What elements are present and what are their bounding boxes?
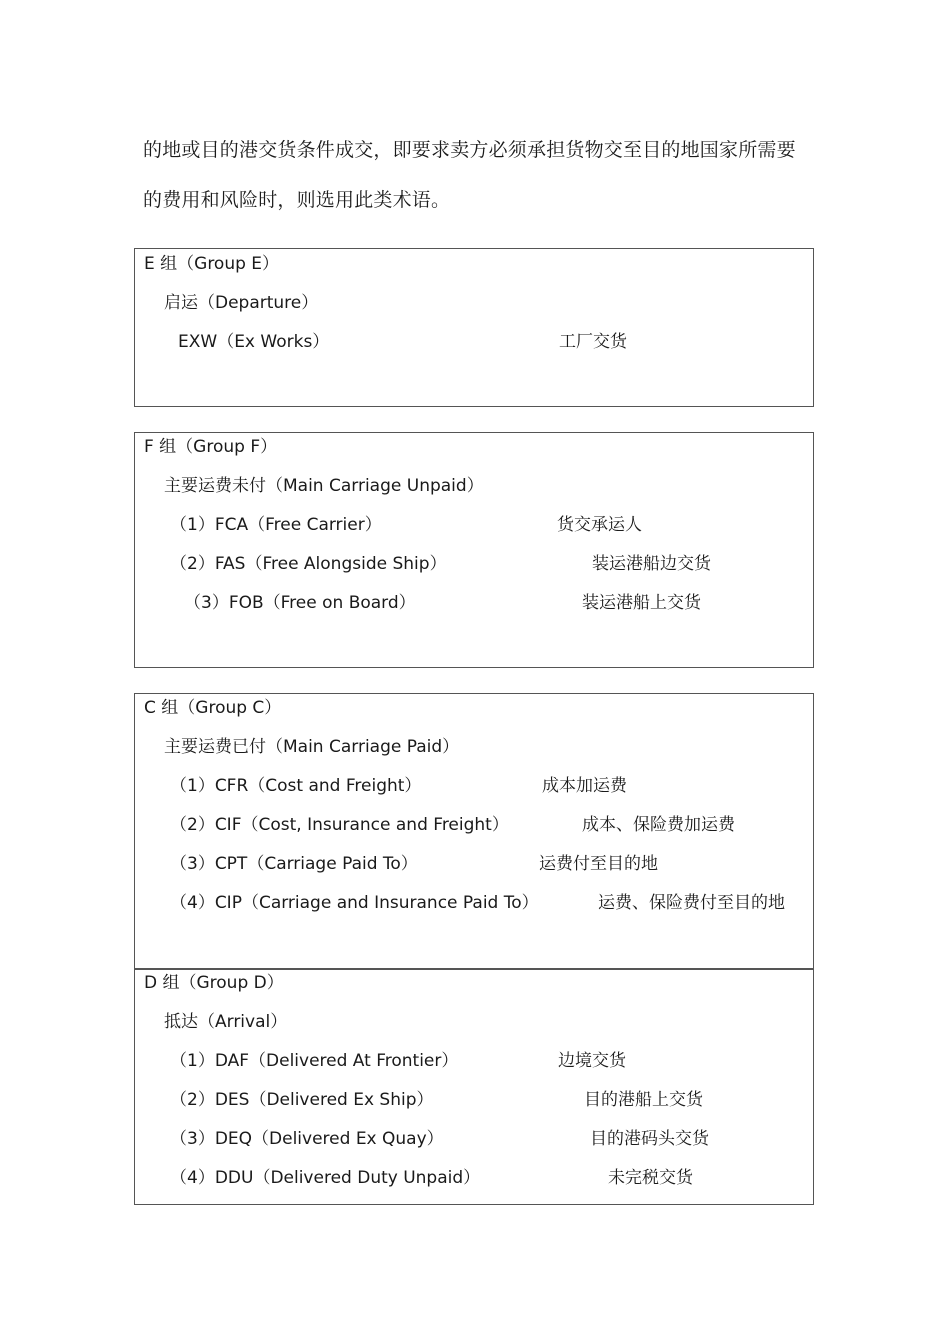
intro-line-2: 的费用和风险时，则选用此类术语。	[143, 189, 451, 211]
group-title: C 组（Group C）	[144, 698, 282, 718]
term-en: （1）CFR（Cost and Freight）	[170, 776, 422, 796]
term-zh: 装运港船上交货	[582, 593, 701, 613]
term-zh: 工厂交货	[559, 332, 627, 352]
term-en: （3）DEQ（Delivered Ex Quay）	[170, 1129, 444, 1149]
group-subtitle: 主要运费未付（Main Carriage Unpaid）	[164, 476, 484, 496]
term-en: （1）DAF（Delivered At Frontier）	[170, 1051, 459, 1071]
term-en: （4）DDU（Delivered Duty Unpaid）	[170, 1168, 481, 1188]
group-subtitle: 主要运费已付（Main Carriage Paid）	[164, 737, 460, 757]
group-title: E 组（Group E）	[144, 254, 280, 274]
term-en: （2）FAS（Free Alongside Ship）	[170, 554, 447, 574]
group-f-box	[134, 432, 814, 668]
group-c-box	[134, 693, 814, 970]
term-en: （4）CIP（Carriage and Insurance Paid To）	[170, 893, 539, 913]
term-zh: 边境交货	[558, 1051, 626, 1071]
term-zh: 装运港船边交货	[592, 554, 711, 574]
term-zh: 成本、保险费加运费	[582, 815, 735, 835]
group-e-box	[134, 248, 814, 407]
term-en: （2）DES（Delivered Ex Ship）	[170, 1090, 434, 1110]
term-zh: 运费付至目的地	[539, 854, 658, 874]
term-zh: 运费、保险费付至目的地	[598, 893, 785, 913]
term-zh: 目的港码头交货	[590, 1129, 709, 1149]
group-title: F 组（Group F）	[144, 437, 278, 457]
group-d-box	[134, 968, 814, 1205]
intro-line-1: 的地或目的港交货条件成交，即要求卖方必须承担货物交至目的地国家所需要	[143, 139, 796, 161]
term-en: （1）FCA（Free Carrier）	[170, 515, 382, 535]
term-en: （3）FOB（Free on Board）	[184, 593, 416, 613]
term-en: （2）CIF（Cost, Insurance and Freight）	[170, 815, 509, 835]
term-zh: 未完税交货	[608, 1168, 693, 1188]
term-zh: 货交承运人	[557, 515, 642, 535]
term-en: （3）CPT（Carriage Paid To）	[170, 854, 418, 874]
group-subtitle: 启运（Departure）	[164, 293, 319, 313]
group-subtitle: 抵达（Arrival）	[164, 1012, 288, 1032]
group-title: D 组（Group D）	[144, 973, 284, 993]
term-en: EXW（Ex Works）	[178, 332, 330, 352]
term-zh: 成本加运费	[542, 776, 627, 796]
term-zh: 目的港船上交货	[584, 1090, 703, 1110]
